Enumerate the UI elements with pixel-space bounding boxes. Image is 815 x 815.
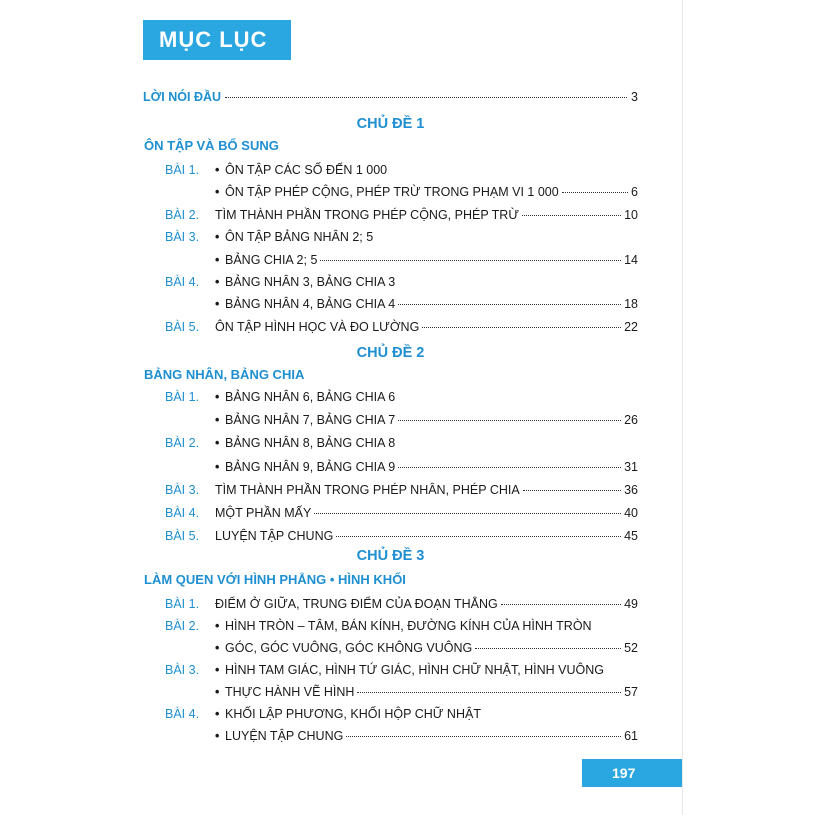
toc-entry[interactable]	[165, 706, 638, 722]
toc-entry[interactable]	[165, 640, 638, 656]
toc-leader	[357, 692, 621, 693]
toc-entry[interactable]	[165, 389, 638, 405]
toc-entry[interactable]	[165, 596, 638, 612]
toc-leader	[346, 736, 621, 737]
lesson-number: BÀI 2.	[165, 619, 200, 633]
lesson-title: BẢNG NHÂN 3, BẢNG CHIA 3	[225, 275, 396, 289]
toc-entry[interactable]	[165, 435, 638, 451]
toc-leader	[562, 192, 628, 193]
lesson-number: BÀI 5.	[165, 529, 200, 544]
toc-entry[interactable]	[165, 207, 638, 223]
lesson-number: BÀI 1.	[165, 390, 200, 404]
toc-page-number: 26	[624, 413, 638, 428]
toc-entry[interactable]	[165, 662, 638, 678]
toc-page-number: 6	[631, 185, 638, 200]
bullet-icon: •	[215, 641, 220, 655]
lesson-number: BÀI 1.	[165, 163, 200, 177]
lesson-title: BẢNG NHÂN 6, BẢNG CHIA 6	[225, 390, 396, 404]
toc-entry[interactable]	[165, 252, 638, 268]
toc-intro-row[interactable]	[143, 90, 638, 104]
lesson-number: BÀI 4.	[165, 506, 200, 520]
toc-leader	[522, 215, 621, 216]
lesson-title: GÓC, GÓC VUÔNG, GÓC KHÔNG VUÔNG	[225, 641, 473, 655]
lesson-title: HÌNH TRÒN – TÂM, BÁN KÍNH, ĐƯỜNG KÍNH CỦA HÌNH TRÒN	[225, 619, 592, 633]
lesson-number: BÀI 5.	[165, 319, 200, 334]
toc-entry[interactable]	[165, 482, 638, 498]
bullet-icon: •	[215, 436, 220, 451]
bullet-icon: •	[215, 185, 220, 200]
topic-title: CHỦ ĐỀ 2	[356, 345, 425, 361]
toc-leader	[398, 467, 621, 468]
toc-leader	[501, 604, 621, 605]
toc-leader	[225, 97, 627, 98]
bullet-icon: •	[215, 459, 220, 474]
bullet-icon: •	[215, 413, 220, 428]
toc-entry[interactable]	[165, 162, 638, 178]
toc-page-number: 22	[624, 319, 638, 334]
lesson-number: BÀI 2.	[165, 207, 200, 222]
toc-entry[interactable]	[165, 505, 638, 521]
toc-page-number: 14	[624, 252, 638, 267]
toc-entry[interactable]	[165, 184, 638, 200]
lesson-title: KHỐI LẬP PHƯƠNG, KHỐI HỘP CHỮ NHẬT	[225, 707, 481, 721]
toc-leader	[336, 536, 621, 537]
lesson-title: ĐIỂM Ở GIỮA, TRUNG ĐIỂM CỦA ĐOẠN THẲNG	[215, 597, 498, 611]
lesson-title: BẢNG NHÂN 8, BẢNG CHIA 8	[225, 436, 396, 451]
lesson-number: BÀI 3.	[165, 230, 200, 245]
bullet-icon: •	[215, 275, 220, 289]
toc-entry[interactable]	[165, 274, 638, 290]
toc-leader	[398, 304, 621, 305]
bullet-icon: •	[215, 390, 220, 404]
bullet-icon: •	[215, 707, 220, 721]
bullet-icon: •	[215, 297, 220, 312]
toc-entry[interactable]	[165, 728, 638, 744]
toc-intro-label: LỜI NÓI ĐẦU	[143, 90, 222, 104]
lesson-title: THỰC HÀNH VẼ HÌNH	[225, 685, 355, 699]
lesson-title: BẢNG NHÂN 9, BẢNG CHIA 9	[225, 459, 396, 474]
topic-heading: BẢNG NHÂN, BẢNG CHIA	[144, 367, 305, 382]
toc-page-number: 49	[624, 597, 638, 611]
toc-leader	[398, 420, 621, 421]
lesson-number: BÀI 3.	[165, 482, 200, 497]
toc-entry[interactable]	[165, 412, 638, 428]
bullet-icon: •	[215, 729, 220, 743]
lesson-title: BẢNG CHIA 2; 5	[225, 252, 318, 267]
bullet-icon: •	[215, 619, 220, 633]
toc-page-number: 45	[624, 529, 638, 544]
page-number-badge: 197	[582, 759, 682, 787]
toc-page-number: 10	[624, 207, 638, 222]
lesson-title: ÔN TẬP CÁC SỐ ĐẾN 1 000	[225, 163, 388, 177]
topic-heading: ÔN TẬP VÀ BỔ SUNG	[144, 138, 279, 153]
bullet-icon: •	[215, 230, 220, 245]
lesson-number: BÀI 4.	[165, 707, 200, 721]
topic-title: CHỦ ĐỀ 3	[356, 548, 425, 564]
toc-leader	[314, 513, 621, 514]
lesson-title: TÌM THÀNH PHẦN TRONG PHÉP NHÂN, PHÉP CHIA	[215, 482, 520, 497]
toc-leader	[523, 490, 621, 491]
lesson-title: MỘT PHẦN MẤY	[215, 506, 312, 520]
lesson-title: ÔN TẬP HÌNH HỌC VÀ ĐO LƯỜNG	[215, 319, 420, 334]
toc-entry[interactable]	[165, 229, 638, 245]
toc-leader	[422, 327, 621, 328]
toc-leader	[320, 260, 621, 261]
lesson-title: LUYỆN TẬP CHUNG	[215, 529, 334, 544]
toc-page-number: 40	[624, 506, 638, 520]
lesson-title: BẢNG NHÂN 7, BẢNG CHIA 7	[225, 413, 396, 428]
lesson-title: ÔN TẬP PHÉP CỘNG, PHÉP TRỪ TRONG PHẠM VI 1 000	[225, 185, 559, 200]
toc-entry[interactable]	[165, 528, 638, 544]
toc-page-number: 36	[624, 482, 638, 497]
page-title: MỤC LỤC	[143, 20, 291, 60]
toc-page-number: 3	[631, 90, 638, 104]
lesson-title: HÌNH TAM GIÁC, HÌNH TỨ GIÁC, HÌNH CHỮ NHẬT, HÌNH VUÔNG	[225, 663, 605, 677]
lesson-number: BÀI 2.	[165, 436, 200, 451]
toc-page-number: 52	[624, 641, 638, 655]
lesson-number: BÀI 1.	[165, 597, 200, 611]
lesson-title: LUYỆN TẬP CHUNG	[225, 729, 344, 743]
lesson-title: TÌM THÀNH PHẦN TRONG PHÉP CỘNG, PHÉP TRỪ	[215, 207, 520, 222]
bullet-icon: •	[215, 252, 220, 267]
topic-title: CHỦ ĐỀ 1	[356, 116, 425, 132]
lesson-number: BÀI 3.	[165, 663, 200, 677]
bullet-icon: •	[215, 163, 220, 177]
lesson-number: BÀI 4.	[165, 275, 200, 289]
bullet-icon: •	[215, 663, 220, 677]
toc-page-number: 18	[624, 297, 638, 312]
topic-heading: LÀM QUEN VỚI HÌNH PHẲNG • HÌNH KHỐI	[144, 572, 406, 587]
bullet-icon: •	[215, 685, 220, 699]
lesson-title: ÔN TẬP BẢNG NHÂN 2; 5	[225, 230, 374, 245]
toc-entry[interactable]	[165, 459, 638, 475]
toc-page-number: 31	[624, 459, 638, 474]
toc-page-number: 57	[624, 685, 638, 699]
toc-page-number: 61	[624, 729, 638, 743]
toc-entry[interactable]	[165, 618, 638, 634]
toc-entry[interactable]	[165, 684, 638, 700]
page-edge	[682, 0, 683, 815]
toc-entry[interactable]	[165, 319, 638, 335]
toc-entry[interactable]	[165, 296, 638, 312]
lesson-title: BẢNG NHÂN 4, BẢNG CHIA 4	[225, 297, 396, 312]
toc-leader	[475, 648, 621, 649]
